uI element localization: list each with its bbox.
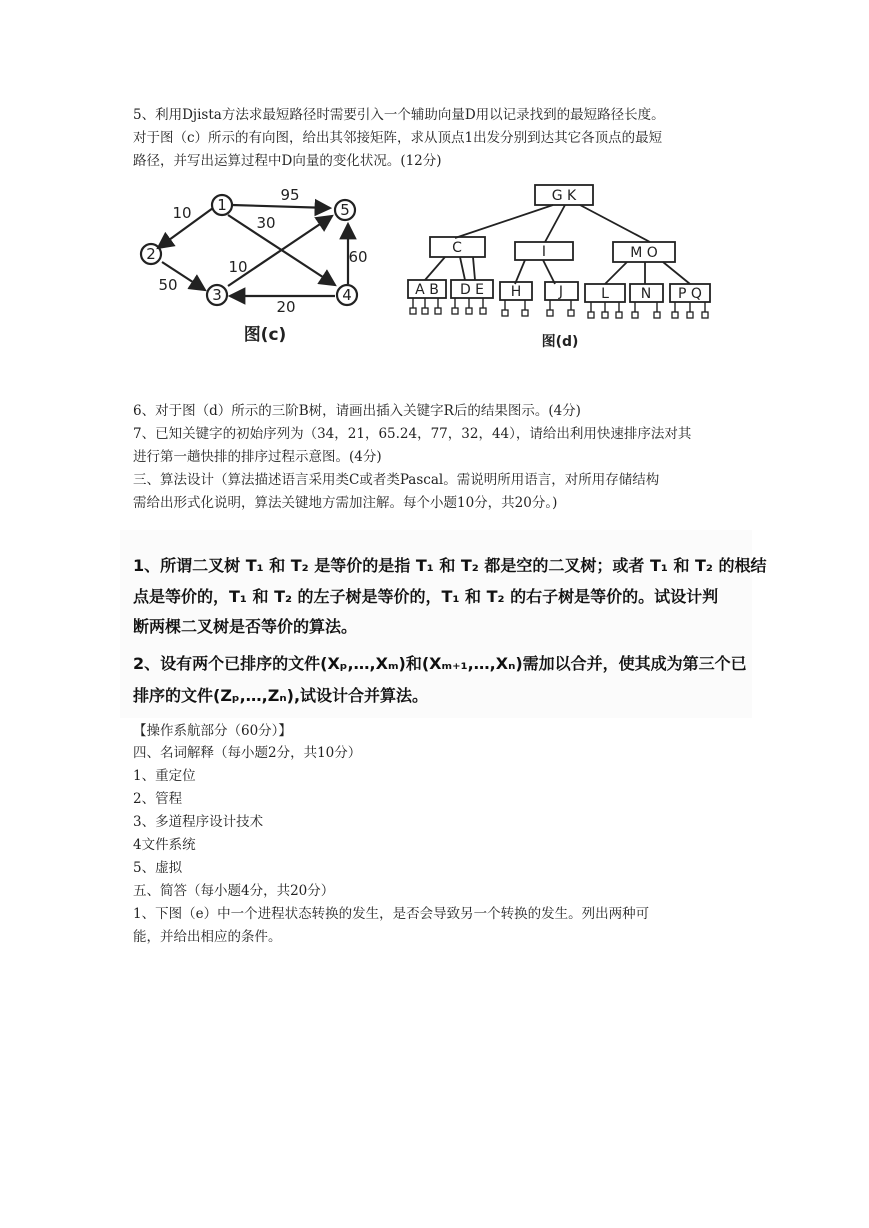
alg1-line2: 点是等价的，T₁ 和 T₂ 的左子树是等价的，T₁ 和 T₂ 的右子树是等价的。试设计判 <box>133 587 719 606</box>
btree-leaf-n: N <box>640 286 652 302</box>
btree-leaf-de: D E <box>459 282 485 298</box>
alg1-line1: 1、所谓二叉树 T₁ 和 T₂ 是等价的是指 T₁ 和 T₂ 都是空的二叉树；或者 T₁ 和 T₂ 的根结 <box>133 556 767 575</box>
sec4-title: 四、名词解释（每小题2分，共10分） <box>133 745 362 761</box>
alg1-line3: 断两棵二叉树是否等价的算法。 <box>133 617 358 636</box>
q5-line1: 5、利用Djista方法求最短路径时需要引入一个辅助向量D用以记录找到的最短路径长度。 <box>133 107 665 123</box>
btree-leaf-j: J <box>558 284 564 300</box>
figure-c-caption: 图(c) <box>243 325 287 345</box>
btree-leaf-ab: A B <box>415 282 439 298</box>
figure-c-graph <box>130 180 380 350</box>
q5-line2: 对于图（c）所示的有向图，给出其邻接矩阵，求从顶点1出发分别到达其它各顶点的最短 <box>133 130 663 146</box>
q7-line1: 7、已知关键字的初始序列为（34，21，65.24，77，32，44），请给出利用快速排序法对其 <box>133 426 692 442</box>
q5-line3: 路径，并写出运算过程中D向量的变化状况。(12分) <box>133 153 442 169</box>
q6: 6、对于图（d）所示的三阶B树，请画出插入关键字R后的结果图示。(4分) <box>133 403 581 419</box>
weight-3-5: 10 <box>228 258 248 276</box>
btree-leaf-l: L <box>601 286 609 302</box>
term-item-4: 4文件系统 <box>133 837 196 853</box>
alg2-line1: 2、设有两个已排序的文件(Xₚ,…,Xₘ)和(Xₘ₊₁,…,Xₙ)需加以合并，使其成为第三个已 <box>133 654 747 673</box>
btree-node-mo: M O <box>630 245 658 261</box>
node-2: 2 <box>146 245 156 263</box>
term-item-2: 2、管程 <box>133 791 183 807</box>
alg2-line2: 排序的文件(Zₚ,…,Zₙ),试设计合并算法。 <box>133 686 429 705</box>
weight-4-3: 20 <box>276 298 296 316</box>
node-5: 5 <box>340 201 350 219</box>
q7-line2: 进行第一趟快排的排序过程示意图。(4分) <box>133 449 382 465</box>
weight-1-5: 95 <box>280 186 300 204</box>
term-item-1: 1、重定位 <box>133 768 196 784</box>
sec3-line2: 需给出形式化说明，算法关键地方需加注解。每个小题10分，共20分。) <box>133 495 558 511</box>
figure-d-caption: 图(d) <box>541 334 579 350</box>
figure-d-btree <box>405 180 725 355</box>
weight-1-2: 10 <box>172 204 192 222</box>
sec5-q1-line2: 能，并给出相应的条件。 <box>133 929 282 945</box>
weight-4-5: 60 <box>348 248 368 266</box>
node-1: 1 <box>217 196 227 214</box>
btree-leaf-pq: P Q <box>678 286 702 302</box>
node-4: 4 <box>342 286 352 304</box>
sec5-title: 五、简答（每小题4分，共20分） <box>133 883 335 899</box>
sec5-q1-line1: 1、下图（e）中一个进程状态转换的发生，是否会导致另一个转换的发生。列出两种可 <box>133 906 650 922</box>
term-item-5: 5、虚拟 <box>133 860 183 876</box>
btree-root-keys: G K <box>551 188 577 204</box>
sec3-line1: 三、算法设计（算法描述语言采用类C或者类Pascal。需说明所用语言，对所用存储结构 <box>133 472 660 488</box>
weight-1-4: 30 <box>256 214 276 232</box>
btree-node-i: I <box>541 244 547 260</box>
os-section-title: 【操作系航部分（60分）】 <box>133 723 292 739</box>
btree-node-c: C <box>452 240 462 256</box>
node-3: 3 <box>212 286 222 304</box>
btree-leaf-h: H <box>510 284 522 300</box>
term-item-3: 3、多道程序设计技术 <box>133 814 264 830</box>
weight-2-3: 50 <box>158 276 178 294</box>
